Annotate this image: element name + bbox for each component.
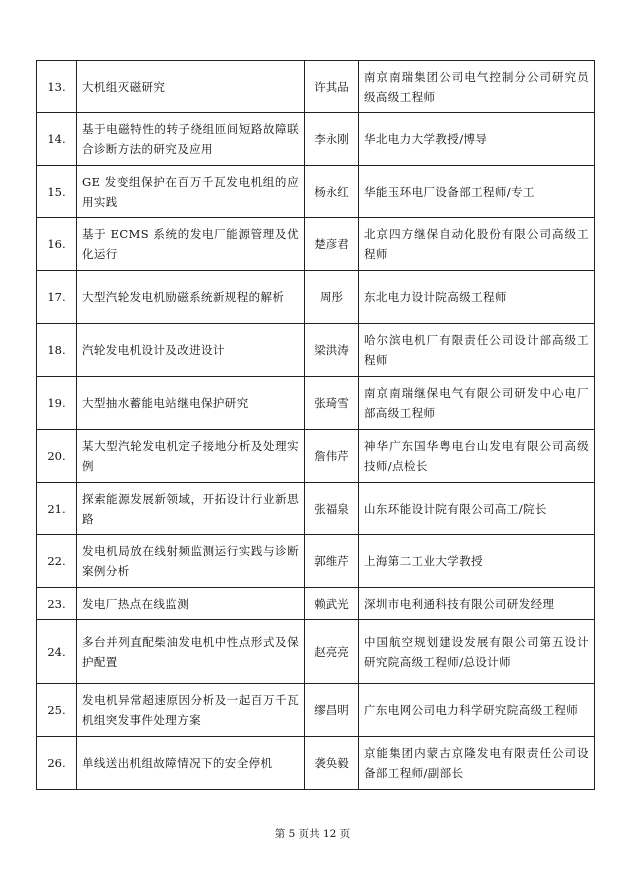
topic-cell: 发电机局放在线射频监测运行实践与诊断案例分析 <box>77 535 305 588</box>
speaker-name: 张琦雪 <box>305 377 359 430</box>
affiliation-cell: 南京南瑞继保电气有限公司研发中心电厂部高级工程师 <box>359 377 595 430</box>
affiliation-cell: 南京南瑞集团公司电气控制分公司研究员级高级工程师 <box>359 61 595 113</box>
table-row <box>37 218 595 271</box>
affiliation-cell: 山东环能设计院有限公司高工/院长 <box>359 483 595 535</box>
topic-cell: 多台并列直配柴油发电机中性点形式及保护配置 <box>77 620 305 684</box>
table-row <box>37 166 595 218</box>
speaker-name: 许其品 <box>305 61 359 113</box>
table-row <box>37 430 595 483</box>
affiliation-cell: 深圳市电利通科技有限公司研发经理 <box>359 588 595 620</box>
table-body <box>37 61 595 790</box>
table-row <box>37 113 595 166</box>
topic-cell: 大型抽水蓄能电站继电保护研究 <box>77 377 305 430</box>
speaker-name: 梁洪涛 <box>305 324 359 377</box>
speaker-name: 赵亮亮 <box>305 620 359 684</box>
affiliation-cell: 哈尔滨电机厂有限责任公司设计部高级工程师 <box>359 324 595 377</box>
row-number: 25. <box>37 684 77 737</box>
affiliation-cell: 北京四方继保自动化股份有限公司高级工程师 <box>359 218 595 271</box>
table-row <box>37 737 595 790</box>
row-number: 22. <box>37 535 77 588</box>
table-row <box>37 535 595 588</box>
affiliation-cell: 东北电力设计院高级工程师 <box>359 271 595 324</box>
row-number: 24. <box>37 620 77 684</box>
table-row <box>37 61 595 113</box>
row-number: 21. <box>37 483 77 535</box>
table-row <box>37 324 595 377</box>
table-row <box>37 684 595 737</box>
row-number: 26. <box>37 737 77 790</box>
row-number: 20. <box>37 430 77 483</box>
row-number: 13. <box>37 61 77 113</box>
topic-cell: 汽轮发电机设计及改进设计 <box>77 324 305 377</box>
row-number: 15. <box>37 166 77 218</box>
speaker-name: 周彤 <box>305 271 359 324</box>
topic-cell: GE 发变组保护在百万千瓦发电机组的应用实践 <box>77 166 305 218</box>
topic-cell: 基于电磁特性的转子绕组匝间短路故障联合诊断方法的研究及应用 <box>77 113 305 166</box>
row-number: 19. <box>37 377 77 430</box>
affiliation-cell: 中国航空规划建设发展有限公司第五设计研究院高级工程师/总设计师 <box>359 620 595 684</box>
table-row <box>37 483 595 535</box>
affiliation-cell: 华北电力大学教授/博导 <box>359 113 595 166</box>
speaker-name: 杨永红 <box>305 166 359 218</box>
speaker-name: 李永刚 <box>305 113 359 166</box>
affiliation-cell: 京能集团内蒙古京隆发电有限责任公司设备部工程师/副部长 <box>359 737 595 790</box>
row-number: 16. <box>37 218 77 271</box>
row-number: 17. <box>37 271 77 324</box>
table-row <box>37 377 595 430</box>
row-number: 23. <box>37 588 77 620</box>
affiliation-cell: 华能玉环电厂设备部工程师/专工 <box>359 166 595 218</box>
page-footer: 第 5 页共 12 页 <box>274 828 351 840</box>
topic-cell: 基于 ECMS 系统的发电厂能源管理及优化运行 <box>77 218 305 271</box>
speaker-table <box>36 60 595 790</box>
topic-cell: 发电厂热点在线监测 <box>77 588 305 620</box>
speaker-name: 缪昌明 <box>305 684 359 737</box>
topic-cell: 发电机异常超速原因分析及一起百万千瓦机组突发事件处理方案 <box>77 684 305 737</box>
table-row <box>37 588 595 620</box>
topic-cell: 大型汽轮发电机励磁系统新规程的解析 <box>77 271 305 324</box>
speaker-name: 赖武光 <box>305 588 359 620</box>
affiliation-cell: 广东电网公司电力科学研究院高级工程师 <box>359 684 595 737</box>
topic-cell: 大机组灭磁研究 <box>77 61 305 113</box>
row-number: 14. <box>37 113 77 166</box>
topic-cell: 探索能源发展新领域，开拓设计行业新思路 <box>77 483 305 535</box>
speaker-name: 袭奂毅 <box>305 737 359 790</box>
table-row <box>37 271 595 324</box>
speaker-name: 楚彦君 <box>305 218 359 271</box>
affiliation-cell: 神华广东国华粤电台山发电有限公司高级技师/点检长 <box>359 430 595 483</box>
affiliation-cell: 上海第二工业大学教授 <box>359 535 595 588</box>
speaker-name: 郭维芹 <box>305 535 359 588</box>
table-row <box>37 620 595 684</box>
topic-cell: 某大型汽轮发电机定子接地分析及处理实例 <box>77 430 305 483</box>
row-number: 18. <box>37 324 77 377</box>
speaker-name: 张福泉 <box>305 483 359 535</box>
topic-cell: 单线送出机组故障情况下的安全停机 <box>77 737 305 790</box>
speaker-name: 詹伟芹 <box>305 430 359 483</box>
